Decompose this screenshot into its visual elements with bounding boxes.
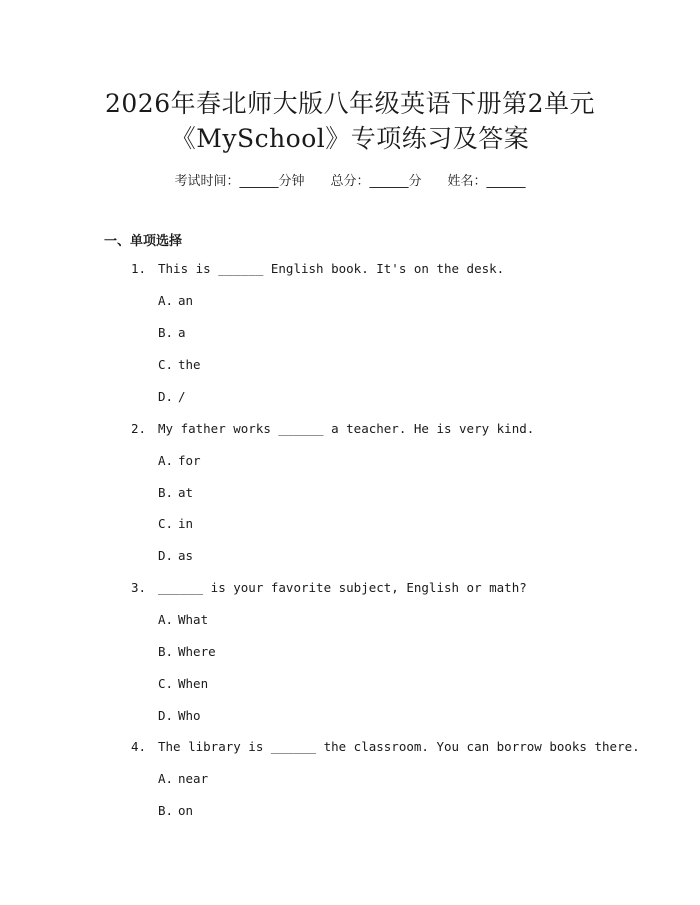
question-1 xyxy=(131,261,504,276)
question-2-option-b xyxy=(158,485,193,500)
question-3-option-a xyxy=(158,612,208,627)
option-letter: A. xyxy=(158,771,174,786)
question-number: 2. xyxy=(131,421,147,436)
question-3-option-b xyxy=(158,644,216,659)
option-letter: B. xyxy=(158,485,174,500)
question-1-option-b xyxy=(158,325,186,340)
question-number: 4. xyxy=(131,739,147,754)
question-text: ______ is your favorite subject, English or math? xyxy=(158,580,527,595)
option-text: a xyxy=(178,325,186,340)
question-4 xyxy=(131,739,640,754)
option-text: Who xyxy=(178,708,201,723)
question-2-option-a xyxy=(158,453,201,468)
question-text: This is ______ English book. It's on the desk. xyxy=(158,261,505,276)
option-text: an xyxy=(178,293,194,308)
option-text: in xyxy=(178,516,194,531)
name-blank: ______ xyxy=(486,174,526,189)
option-text: What xyxy=(178,612,209,627)
question-3-option-d xyxy=(158,708,201,723)
option-text: Where xyxy=(178,644,216,659)
option-letter: D. xyxy=(158,708,174,723)
option-text: on xyxy=(178,803,194,818)
option-letter: D. xyxy=(158,548,174,563)
option-letter: C. xyxy=(158,676,174,691)
question-number: 3. xyxy=(131,580,147,595)
question-text: My father works ______ a teacher. He is very kind. xyxy=(158,421,535,436)
option-letter: A. xyxy=(158,612,174,627)
document-title-line-2: 《MySchool》专项练习及答案 xyxy=(170,124,530,153)
question-3 xyxy=(131,580,527,595)
score-blank: ______ xyxy=(369,174,409,189)
score-unit: 分 xyxy=(408,174,422,189)
option-text: at xyxy=(178,485,194,500)
option-text: as xyxy=(178,548,194,563)
option-text: When xyxy=(178,676,209,691)
option-text: / xyxy=(178,389,186,404)
time-label: 考试时间： xyxy=(174,174,240,189)
question-4-option-b xyxy=(158,803,193,818)
option-letter: A. xyxy=(158,293,174,308)
time-unit: 分钟 xyxy=(278,174,305,189)
question-1-option-d xyxy=(158,389,186,404)
score-label: 总分： xyxy=(330,174,370,189)
option-letter: B. xyxy=(158,644,174,659)
question-2-option-c xyxy=(158,516,193,531)
question-number: 1. xyxy=(131,261,147,276)
option-letter: C. xyxy=(158,516,174,531)
option-text: for xyxy=(178,453,201,468)
option-letter: B. xyxy=(158,325,174,340)
section-title: 一、单项选择 xyxy=(104,234,183,249)
question-text: The library is ______ the classroom. You can borrow books there. xyxy=(158,739,640,754)
question-3-option-c xyxy=(158,676,208,691)
question-1-option-c xyxy=(158,357,201,372)
question-1-option-a xyxy=(158,293,193,308)
option-letter: B. xyxy=(158,803,174,818)
option-letter: C. xyxy=(158,357,174,372)
option-text: the xyxy=(178,357,201,372)
document-title-line-1: 2026年春北师大版八年级英语下册第2单元 xyxy=(104,89,596,118)
question-2-option-d xyxy=(158,548,193,563)
option-text: near xyxy=(178,771,209,786)
question-2 xyxy=(131,421,534,436)
name-label: 姓名： xyxy=(447,174,487,189)
question-4-option-a xyxy=(158,771,208,786)
exam-meta-line xyxy=(0,170,700,189)
option-letter: D. xyxy=(158,389,174,404)
time-blank: ______ xyxy=(239,174,279,189)
option-letter: A. xyxy=(158,453,174,468)
